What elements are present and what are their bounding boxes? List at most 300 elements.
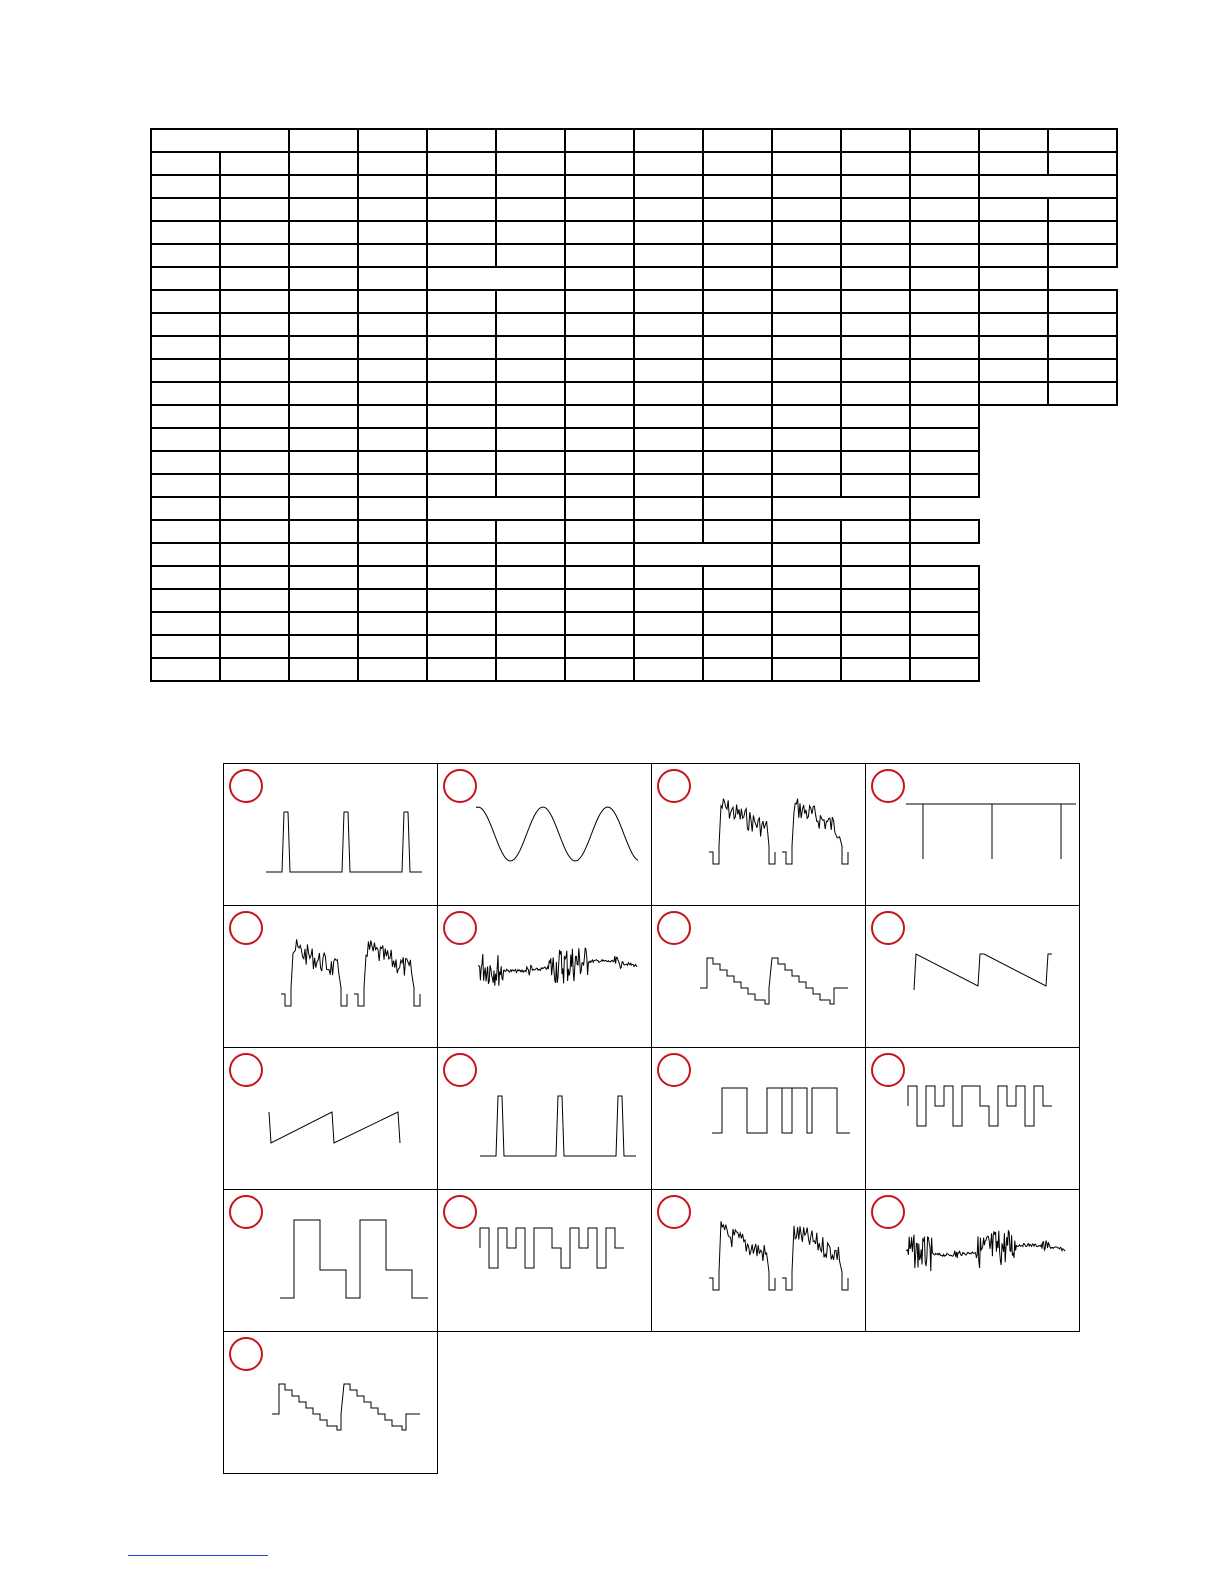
table-cell — [220, 244, 289, 267]
table-empty-cell — [979, 543, 1048, 566]
table-cell — [841, 129, 910, 152]
table-cell — [496, 221, 565, 244]
table-cell — [565, 497, 634, 520]
waveform-line — [269, 1112, 400, 1143]
table-cell — [289, 290, 358, 313]
table-cell — [841, 405, 910, 428]
table-cell — [634, 221, 703, 244]
waveform-line — [476, 807, 638, 861]
table-row — [151, 290, 1117, 313]
table-cell — [910, 129, 979, 152]
table-cell — [772, 474, 841, 497]
table-cell — [289, 221, 358, 244]
table-cell — [289, 612, 358, 635]
table-cell — [703, 244, 772, 267]
table-cell — [703, 520, 772, 543]
table-cell — [634, 313, 703, 336]
table-cell — [358, 221, 427, 244]
table-cell — [841, 566, 910, 589]
table-cell — [151, 336, 220, 359]
table-cell — [841, 267, 910, 290]
table-cell — [496, 336, 565, 359]
table-cell — [841, 336, 910, 359]
table-cell — [289, 474, 358, 497]
table-cell — [772, 612, 841, 635]
table-row — [151, 497, 1117, 520]
table-cell — [427, 382, 496, 405]
table-cell — [565, 336, 634, 359]
table-cell — [910, 428, 979, 451]
table-cell — [703, 612, 772, 635]
table-cell — [703, 428, 772, 451]
table-cell — [910, 313, 979, 336]
table-cell — [565, 175, 634, 198]
waveform-trace — [224, 1332, 438, 1474]
table-cell — [634, 267, 703, 290]
table-cell — [910, 152, 979, 175]
table-cell — [634, 520, 703, 543]
table-cell — [151, 451, 220, 474]
table-cell — [703, 175, 772, 198]
footer-link[interactable] — [128, 1555, 268, 1556]
table-cell — [496, 152, 565, 175]
table-cell — [979, 313, 1048, 336]
table-cell — [1048, 290, 1117, 313]
waveform-panel — [651, 763, 866, 906]
table-cell — [496, 290, 565, 313]
table-empty-cell — [979, 566, 1048, 589]
table-cell — [565, 198, 634, 221]
table-cell — [220, 543, 289, 566]
table-cell — [979, 244, 1048, 267]
table-cell — [358, 589, 427, 612]
table-cell — [979, 152, 1048, 175]
table-cell — [220, 635, 289, 658]
waveform-trace — [652, 1048, 866, 1190]
table-cell — [841, 152, 910, 175]
table-cell — [703, 221, 772, 244]
waveform-trace — [652, 1190, 866, 1332]
table-cell — [358, 382, 427, 405]
table-cell — [289, 405, 358, 428]
table-empty-cell — [1048, 451, 1117, 474]
waveform-line — [712, 1088, 850, 1133]
table-cell — [427, 313, 496, 336]
waveform-trace — [224, 1048, 438, 1190]
table-cell — [289, 198, 358, 221]
table-cell — [220, 658, 289, 681]
table-empty-cell — [979, 589, 1048, 612]
table-cell — [841, 589, 910, 612]
table-cell — [565, 244, 634, 267]
waveform-line — [266, 812, 422, 872]
table-cell — [910, 290, 979, 313]
table-cell — [979, 359, 1048, 382]
table-cell — [220, 267, 289, 290]
table-cell — [634, 566, 703, 589]
table-cell — [841, 612, 910, 635]
table-cell — [427, 405, 496, 428]
table-cell — [289, 382, 358, 405]
table-cell — [979, 290, 1048, 313]
table-cell — [151, 612, 220, 635]
table-cell — [841, 635, 910, 658]
table-empty-cell — [979, 520, 1048, 543]
waveform-trace — [438, 764, 652, 906]
table-row — [151, 405, 1117, 428]
table-cell — [703, 566, 772, 589]
table-cell — [772, 244, 841, 267]
table-cell — [358, 658, 427, 681]
waveform-panel — [437, 1047, 652, 1190]
table-cell — [634, 290, 703, 313]
table-cell — [703, 382, 772, 405]
table-cell — [565, 152, 634, 175]
table-cell — [772, 566, 841, 589]
table-cell — [565, 428, 634, 451]
waveform-trace — [866, 1048, 1080, 1190]
table-cell — [634, 589, 703, 612]
table-cell — [634, 244, 703, 267]
waveform-panel — [651, 905, 866, 1048]
table-cell — [289, 336, 358, 359]
waveform-trace — [438, 1048, 652, 1190]
waveform-panel — [437, 1189, 652, 1332]
table-empty-cell — [1048, 474, 1117, 497]
table-empty-cell — [1048, 635, 1117, 658]
table-cell — [496, 566, 565, 589]
table-cell — [358, 336, 427, 359]
table-cell — [910, 175, 979, 198]
waveform-trace — [866, 764, 1080, 906]
table-cell — [910, 474, 979, 497]
table-cell — [220, 290, 289, 313]
table-cell — [358, 244, 427, 267]
table-cell — [910, 405, 979, 428]
table-row — [151, 221, 1117, 244]
table-cell — [772, 290, 841, 313]
waveform-line — [480, 1228, 624, 1268]
table-cell — [427, 497, 565, 520]
table-cell — [289, 566, 358, 589]
table-empty-cell — [979, 405, 1048, 428]
table-cell — [841, 175, 910, 198]
table-empty-cell — [910, 543, 979, 566]
table-cell — [634, 543, 772, 566]
waveform-trace — [224, 1190, 438, 1332]
waveform-line — [272, 1384, 420, 1430]
table-cell — [634, 336, 703, 359]
table-row — [151, 428, 1117, 451]
table-cell — [841, 543, 910, 566]
table-cell — [703, 635, 772, 658]
table-cell — [427, 428, 496, 451]
table-cell — [634, 451, 703, 474]
table-cell — [634, 428, 703, 451]
waveform-line — [709, 1221, 775, 1290]
table-cell — [220, 382, 289, 405]
table-cell — [703, 497, 772, 520]
table-empty-cell — [1048, 658, 1117, 681]
table-cell — [703, 152, 772, 175]
table-cell — [772, 129, 841, 152]
waveform-panel — [223, 1047, 438, 1190]
table-cell — [565, 129, 634, 152]
table-cell — [703, 451, 772, 474]
table-cell — [151, 566, 220, 589]
table-cell — [841, 290, 910, 313]
table-cell — [634, 382, 703, 405]
table-cell — [772, 198, 841, 221]
table-cell — [151, 152, 220, 175]
table-cell — [427, 198, 496, 221]
table-cell — [772, 658, 841, 681]
table-cell — [427, 221, 496, 244]
data-table — [150, 128, 1118, 682]
table-cell — [220, 428, 289, 451]
table-cell — [220, 198, 289, 221]
table-cell — [634, 152, 703, 175]
table-cell — [910, 359, 979, 382]
table-cell — [841, 313, 910, 336]
table-cell — [151, 635, 220, 658]
table-cell — [772, 428, 841, 451]
waveform-trace — [224, 906, 438, 1048]
table-cell — [358, 520, 427, 543]
table-cell — [910, 451, 979, 474]
table-cell — [151, 589, 220, 612]
table-cell — [979, 198, 1048, 221]
table-cell — [634, 198, 703, 221]
table-cell — [358, 451, 427, 474]
table-cell — [772, 635, 841, 658]
table-cell — [496, 589, 565, 612]
table-cell — [565, 221, 634, 244]
table-cell — [841, 359, 910, 382]
table-cell — [910, 244, 979, 267]
waveform-line — [478, 948, 637, 986]
table-row — [151, 451, 1117, 474]
table-empty-cell — [979, 497, 1048, 520]
table-cell — [910, 382, 979, 405]
waveform-trace — [652, 764, 866, 906]
waveform-line — [914, 954, 1052, 990]
table-cell — [151, 198, 220, 221]
table-cell — [496, 359, 565, 382]
waveform-panel — [223, 1189, 438, 1332]
table-cell — [565, 451, 634, 474]
table-cell — [496, 405, 565, 428]
table-cell — [427, 520, 496, 543]
table-cell — [979, 175, 1117, 198]
table-cell — [910, 612, 979, 635]
table-row — [151, 267, 1117, 290]
table-cell — [841, 198, 910, 221]
table-cell — [979, 129, 1048, 152]
table-cell — [289, 359, 358, 382]
table-cell — [772, 382, 841, 405]
waveform-panel — [223, 763, 438, 906]
table-cell — [841, 428, 910, 451]
table-cell — [220, 313, 289, 336]
table-empty-cell — [979, 474, 1048, 497]
table-cell — [772, 359, 841, 382]
table-cell — [979, 382, 1048, 405]
table-cell — [772, 175, 841, 198]
table-row — [151, 313, 1117, 336]
table-cell — [220, 221, 289, 244]
table-cell — [979, 267, 1048, 290]
table-empty-cell — [979, 658, 1048, 681]
table-cell — [634, 359, 703, 382]
table-cell — [358, 129, 427, 152]
table-empty-cell — [979, 635, 1048, 658]
table-cell — [151, 313, 220, 336]
table-cell — [772, 336, 841, 359]
table-cell — [910, 198, 979, 221]
table-empty-cell — [1048, 405, 1117, 428]
table-cell — [979, 336, 1048, 359]
table-cell — [634, 405, 703, 428]
table-cell — [703, 359, 772, 382]
waveform-panel — [223, 1331, 438, 1474]
table-cell — [910, 635, 979, 658]
table-cell — [289, 497, 358, 520]
table-row — [151, 382, 1117, 405]
waveform-panel — [865, 1047, 1080, 1190]
table-cell — [772, 405, 841, 428]
table-cell — [289, 520, 358, 543]
table-cell — [289, 244, 358, 267]
table-cell — [496, 198, 565, 221]
waveform-panel — [865, 763, 1080, 906]
table-cell — [841, 221, 910, 244]
table-cell — [772, 497, 910, 520]
table-cell — [427, 244, 496, 267]
waveform-panel — [865, 1189, 1080, 1332]
table-cell — [358, 612, 427, 635]
waveform-panel — [223, 905, 438, 1048]
waveform-panel — [865, 905, 1080, 1048]
table-cell — [565, 267, 634, 290]
table-row — [151, 658, 1117, 681]
waveform-trace — [224, 764, 438, 906]
table-cell — [427, 658, 496, 681]
table-cell — [772, 313, 841, 336]
table-cell — [151, 175, 220, 198]
table-cell — [772, 152, 841, 175]
table-cell — [496, 612, 565, 635]
table-cell — [427, 474, 496, 497]
table-cell — [427, 451, 496, 474]
waveform-line — [281, 939, 347, 1006]
table-cell — [151, 267, 220, 290]
table-cell — [772, 589, 841, 612]
table-cell — [703, 336, 772, 359]
table-cell — [151, 428, 220, 451]
table-cell — [841, 658, 910, 681]
table-cell — [910, 589, 979, 612]
table-empty-cell — [979, 428, 1048, 451]
table-cell — [703, 474, 772, 497]
table-cell — [979, 221, 1048, 244]
table-cell — [289, 451, 358, 474]
table-cell — [1048, 382, 1117, 405]
table-cell — [1048, 336, 1117, 359]
table-cell — [1048, 221, 1117, 244]
table-cell — [151, 382, 220, 405]
table-cell — [841, 520, 910, 543]
table-cell — [772, 221, 841, 244]
table-empty-cell — [1048, 589, 1117, 612]
table-cell — [703, 658, 772, 681]
table-cell — [703, 267, 772, 290]
table-cell — [634, 175, 703, 198]
table-cell — [496, 474, 565, 497]
waveform-line — [700, 958, 848, 1004]
table-cell — [1048, 129, 1117, 152]
table-cell — [703, 313, 772, 336]
table-empty-cell — [1048, 520, 1117, 543]
waveform-line — [906, 1230, 1065, 1271]
table-cell — [910, 267, 979, 290]
table-cell — [565, 290, 634, 313]
table-cell — [151, 474, 220, 497]
table-cell — [1048, 244, 1117, 267]
table-cell — [358, 405, 427, 428]
table-cell — [151, 497, 220, 520]
table-cell — [358, 267, 427, 290]
table-row — [151, 566, 1117, 589]
table-cell — [910, 566, 979, 589]
table-cell — [151, 543, 220, 566]
table-cell — [496, 635, 565, 658]
table-row — [151, 336, 1117, 359]
waveform-line — [280, 1220, 428, 1298]
table-cell — [220, 497, 289, 520]
waveform-trace — [438, 906, 652, 1048]
table-cell — [496, 658, 565, 681]
table-cell — [1048, 313, 1117, 336]
table-cell — [772, 267, 841, 290]
table-cell — [358, 313, 427, 336]
table-cell — [427, 175, 496, 198]
table-cell — [151, 658, 220, 681]
table-cell — [496, 520, 565, 543]
table-cell — [289, 129, 358, 152]
table-row — [151, 198, 1117, 221]
table-cell — [427, 359, 496, 382]
table-cell — [151, 290, 220, 313]
table-row — [151, 129, 1117, 152]
table-cell — [220, 359, 289, 382]
table-cell — [151, 405, 220, 428]
table-cell — [427, 543, 496, 566]
waveform-trace — [438, 1190, 652, 1332]
waveform-panel — [651, 1047, 866, 1190]
table-row — [151, 152, 1117, 175]
waveform-line — [782, 1226, 848, 1290]
table-cell — [358, 635, 427, 658]
table-cell — [565, 313, 634, 336]
table-cell — [841, 244, 910, 267]
table-cell — [703, 198, 772, 221]
table-cell — [427, 566, 496, 589]
table-cell — [703, 129, 772, 152]
table-cell — [427, 290, 496, 313]
table-cell — [358, 428, 427, 451]
table-empty-cell — [1048, 566, 1117, 589]
